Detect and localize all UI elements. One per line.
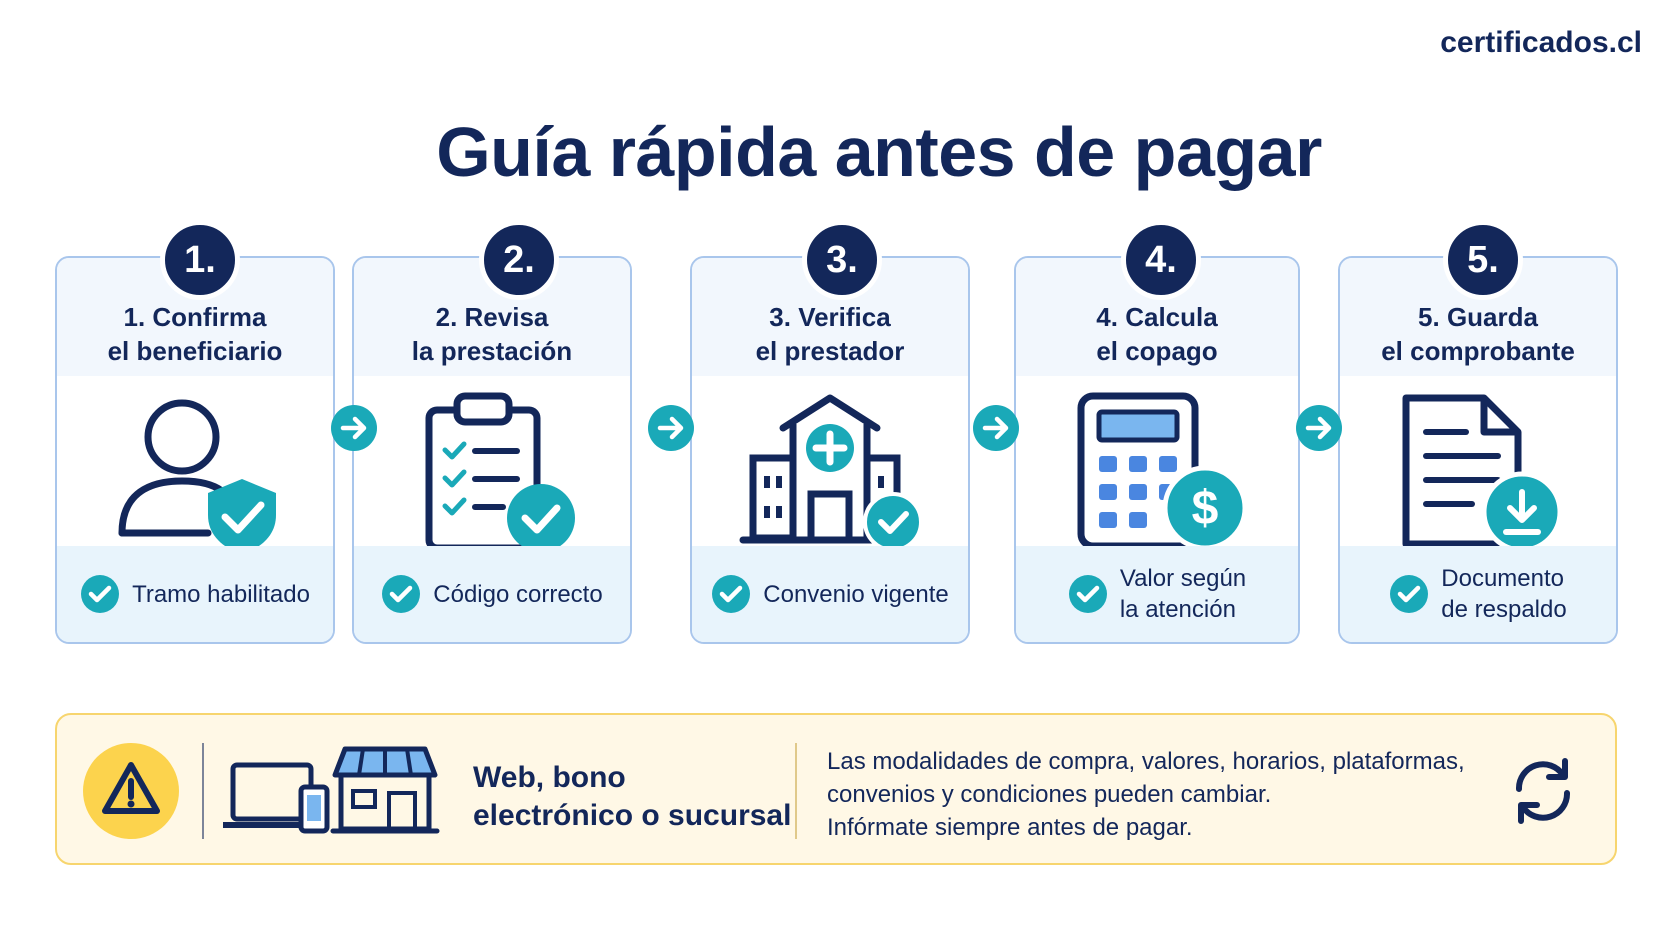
divider <box>795 743 797 839</box>
step-check <box>692 546 968 642</box>
step-check <box>354 546 630 642</box>
hospital-icon <box>692 378 968 568</box>
step-title <box>1016 300 1298 368</box>
refresh-icon <box>1505 753 1581 829</box>
step-check <box>1016 546 1298 642</box>
disclaimer-line1: Las modalidades de compra, valores, horarios, plataformas, <box>827 748 1465 775</box>
step-card-3 <box>690 256 970 644</box>
check-circle-icon <box>80 574 120 614</box>
warning-icon <box>83 743 179 839</box>
arrow-right-icon <box>1295 404 1343 452</box>
step-number-badge: 3. <box>802 220 882 300</box>
devices-store-icon <box>223 745 443 841</box>
step-number-badge: 5. <box>1443 220 1523 300</box>
step-check-text <box>433 579 602 610</box>
step-title <box>1340 300 1616 368</box>
step-check <box>57 546 333 642</box>
info-banner <box>55 713 1617 865</box>
arrow-right-icon <box>330 404 378 452</box>
page-title: Guía rápida antes de pagar <box>436 113 1322 191</box>
step-title-line2: la prestación <box>411 336 573 366</box>
step-title-line2: el prestador <box>755 336 905 366</box>
step-check-line2: la atención <box>1119 596 1236 623</box>
step-card-4 <box>1014 256 1300 644</box>
user-shield-icon <box>57 378 333 568</box>
step-title-line2: el beneficiario <box>107 336 283 366</box>
step-title <box>354 300 630 368</box>
clipboard-check-icon <box>354 378 630 568</box>
step-card-5 <box>1338 256 1618 644</box>
step-check-line2: de respaldo <box>1441 596 1567 623</box>
arrow-right-icon <box>647 404 695 452</box>
step-number-badge: 1. <box>160 220 240 300</box>
step-title-line1: 1. Confirma <box>123 302 267 332</box>
step-card-2 <box>352 256 632 644</box>
step-title-line2: el comprobante <box>1381 336 1575 366</box>
check-circle-icon <box>711 574 751 614</box>
step-check-line1: Documento <box>1441 565 1565 592</box>
step-title-line2: el copago <box>1096 336 1218 366</box>
step-title <box>57 300 333 368</box>
channel-text <box>473 759 791 835</box>
step-check-text <box>1441 563 1566 625</box>
step-check-text <box>763 579 948 610</box>
svg-text:$: $ <box>1191 482 1219 535</box>
check-circle-icon <box>381 574 421 614</box>
step-title-line1: 2. Revisa <box>435 302 549 332</box>
step-check-line1: Código correcto <box>433 580 603 608</box>
step-check-line1: Valor según <box>1119 565 1247 592</box>
step-title-line1: 4. Calcula <box>1096 302 1218 332</box>
disclaimer-line3: Infórmate siempre antes de pagar. <box>827 814 1193 841</box>
arrow-right-icon <box>972 404 1020 452</box>
channel-line2: electrónico o sucursal <box>473 799 792 832</box>
step-check-line1: Convenio vigente <box>763 580 949 608</box>
step-title-line1: 3. Verifica <box>769 302 891 332</box>
step-number-badge: 4. <box>1121 220 1201 300</box>
steps-row <box>0 220 1672 680</box>
step-check <box>1340 546 1616 642</box>
divider <box>202 743 204 839</box>
step-card-1 <box>55 256 335 644</box>
step-check-text <box>132 579 310 610</box>
check-circle-icon <box>1389 574 1429 614</box>
step-number-badge: 2. <box>479 220 559 300</box>
step-check-text <box>1120 563 1246 625</box>
document-download-icon <box>1340 378 1616 568</box>
step-title-line1: 5. Guarda <box>1418 302 1538 332</box>
disclaimer-line2: convenios y condiciones pueden cambiar. <box>827 781 1272 808</box>
brand-logo-text: certificados.cl <box>1440 26 1642 59</box>
channel-line1: Web, bono <box>473 761 626 794</box>
check-circle-icon <box>1068 574 1108 614</box>
step-check-line1: Tramo habilitado <box>132 580 310 608</box>
calculator-dollar-icon <box>1016 378 1298 568</box>
disclaimer-text <box>827 745 1465 844</box>
step-title <box>692 300 968 368</box>
